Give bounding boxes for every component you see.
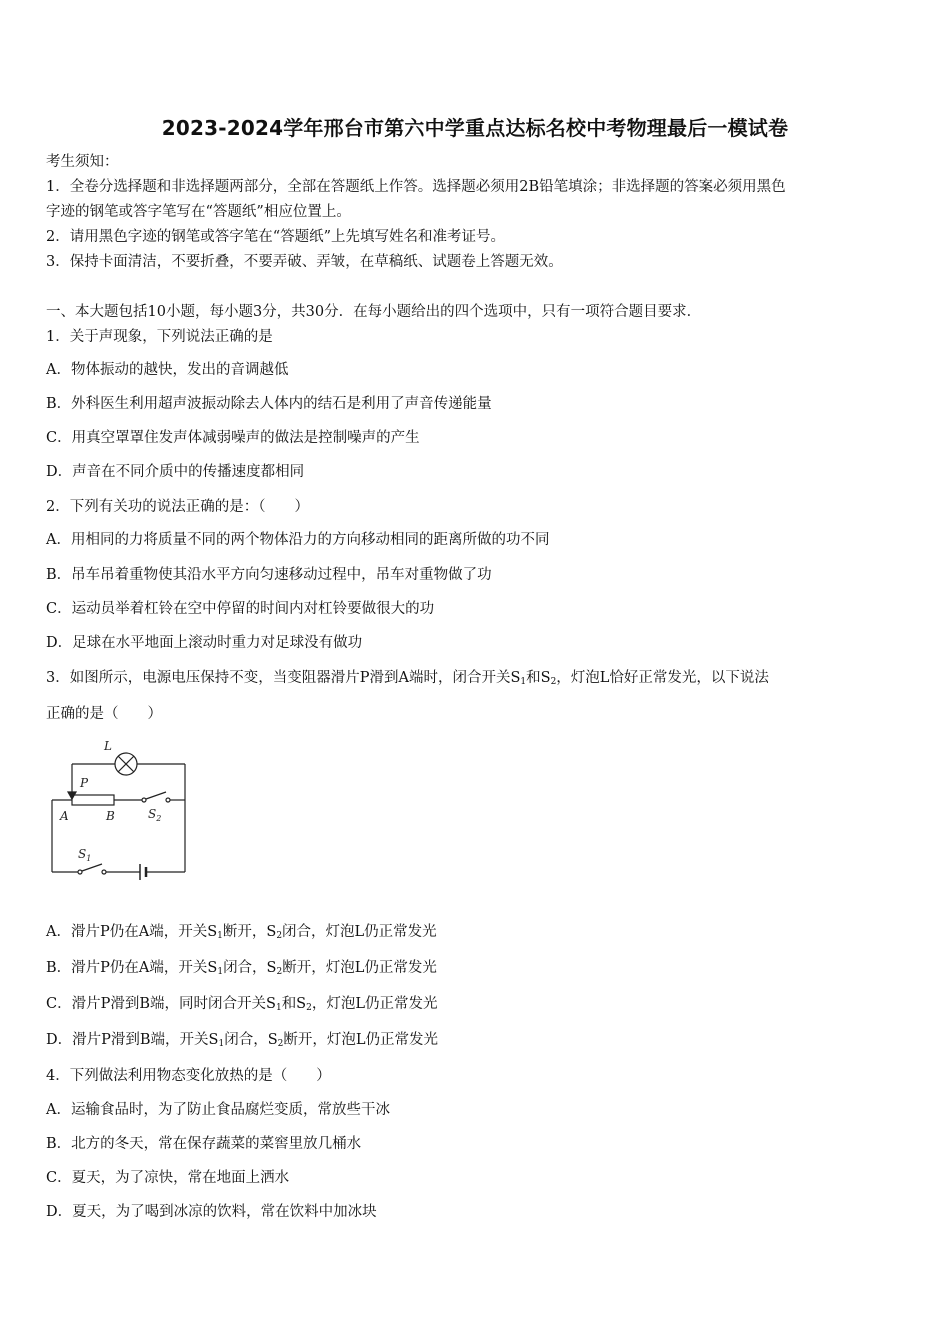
q3-option-d: D．滑片P滑到B端，开关$S_1$闭合，$S_2$断开，灯泡L仍正常发光 — [46, 1032, 439, 1049]
notice-heading: 考生须知： — [46, 154, 119, 170]
circuit-diagram — [42, 736, 202, 896]
exam-title: 2023-2024学年邢台市第六中学重点达标名校中考物理最后一模试卷 — [161, 116, 789, 140]
switch-s2-contact — [142, 798, 146, 802]
q2-option-c: C．运动员举着杠铃在空中停留的时间内对杠铃要做很大的功 — [46, 601, 435, 617]
switch-s1-contact — [78, 870, 82, 874]
q2-stem: 2．下列有关功的说法正确的是：（ ） — [46, 499, 309, 515]
q3-stem-cont: 正确的是（ ） — [46, 706, 162, 722]
label-B: B — [106, 809, 115, 823]
q2-option-d: D．足球在水平地面上滚动时重力对足球没有做功 — [46, 635, 363, 651]
label-S2: $S_2$ — [148, 807, 162, 823]
q1-option-b: B．外科医生利用超声波振动除去人体内的结石是利用了声音传递能量 — [46, 396, 492, 412]
q3-stem: 3．如图所示，电源电压保持不变，当变阻器滑片P滑到A端时，闭合开关$S_1$和$S_2$，灯泡L恰好正常发光，以下说法 — [46, 670, 769, 687]
section-header: 一、本大题包括10小题，每小题3分，共30分．在每小题给出的四个选项中，只有一项符合题目要求． — [46, 304, 702, 320]
switch-s1-blade — [82, 864, 102, 871]
q1-option-d: D．声音在不同介质中的传播速度都相同 — [46, 464, 305, 480]
q4-stem: 4．下列做法利用物态变化放热的是（ ） — [46, 1068, 331, 1084]
q4-option-a: A．运输食品时，为了防止食品腐烂变质，常放些干冰 — [46, 1102, 390, 1118]
notice-item-1: 1．全卷分选择题和非选择题两部分，全部在答题纸上作答。选择题必须用2B铅笔填涂；非选择题的答案必须用黑色 — [46, 179, 786, 195]
q3-option-c: C．滑片P滑到B端，同时闭合开关$S_1$和$S_2$，灯泡L仍正常发光 — [46, 996, 438, 1013]
label-A: A — [60, 809, 69, 823]
q3-option-a: A．滑片P仍在A端，开关$S_1$断开，$S_2$闭合，灯泡L仍正常发光 — [46, 924, 437, 941]
notice-item-1-cont: 字迹的钢笔或答字笔写在“答题纸”相应位置上。 — [46, 204, 351, 220]
q2-option-a: A．用相同的力将质量不同的两个物体沿力的方向移动相同的距离所做的功不同 — [46, 532, 550, 548]
notice-item-2: 2．请用黑色字迹的钢笔或答字笔在“答题纸”上先填写姓名和准考证号。 — [46, 229, 506, 245]
label-P: P — [80, 776, 89, 790]
q1-option-c: C．用真空罩罩住发声体减弱噪声的做法是控制噪声的产生 — [46, 430, 420, 446]
switch-s2-blade — [146, 792, 166, 799]
q2-option-b: B．吊车吊着重物使其沿水平方向匀速移动过程中，吊车对重物做了功 — [46, 567, 492, 583]
q3-option-b: B．滑片P仍在A端，开关$S_1$闭合，$S_2$断开，灯泡L仍正常发光 — [46, 960, 437, 977]
q1-stem: 1．关于声现象，下列说法正确的是 — [46, 329, 273, 345]
label-S1: $S_1$ — [78, 847, 92, 863]
q4-option-c: C．夏天，为了凉快，常在地面上洒水 — [46, 1170, 290, 1186]
q1-option-a: A．物体振动的越快，发出的音调越低 — [46, 362, 289, 378]
label-L: L — [104, 739, 112, 753]
q4-option-b: B．北方的冬天，常在保存蔬菜的菜窖里放几桶水 — [46, 1136, 362, 1152]
notice-item-3: 3．保持卡面清洁，不要折叠，不要弄破、弄皱，在草稿纸、试题卷上答题无效。 — [46, 254, 563, 270]
rheostat — [72, 795, 114, 805]
q4-option-d: D．夏天，为了喝到冰凉的饮料，常在饮料中加冰块 — [46, 1204, 377, 1220]
